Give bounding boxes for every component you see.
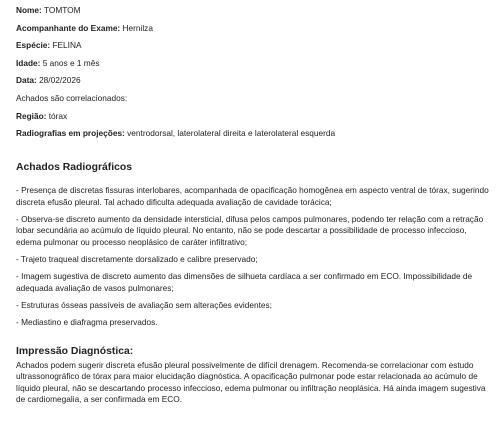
companion-label: Acompanhante do Exame: bbox=[16, 22, 121, 33]
region-value: tórax bbox=[48, 110, 68, 121]
patient-name-row bbox=[16, 5, 491, 15]
finding-item: - Imagem sugestiva de discreto aumento das dimensões de silhueta cardíaca a ser confirmado em ECO. Impossibilidade de adequada avaliação de vasos pulmonares; bbox=[16, 271, 473, 293]
finding-item: - Presença de discretas fissuras interlobares, acompanhada de opacificação homogênea em aspecto ventral de tórax, sugerindo discreta efusão pleural. Tal achado dificulta adequada avaliação de cavidade torácica; bbox=[16, 185, 489, 207]
impression-title: Impressão Diagnóstica: bbox=[16, 345, 134, 357]
finding-item: - Observa-se discreto aumento da densidade intersticial, difusa pelos campos pulmonares, podendo ter relação com a retração lobar secundária ao acúmulo de líquido pleural. No entanto, não se pode descartar a possibilidade de processo infeccioso, edema pulmonar ou processo neoplásico de caráter infiltrativo; bbox=[16, 213, 484, 248]
patient-name-label: Nome: bbox=[16, 5, 42, 15]
patient-name-value: TOMTOM bbox=[43, 5, 81, 15]
region-label: Região: bbox=[16, 110, 47, 121]
age-row bbox=[16, 58, 491, 68]
projections-row bbox=[16, 128, 491, 138]
species-value: FELINA bbox=[52, 40, 82, 51]
date-label: Data: bbox=[16, 75, 37, 86]
findings-title: Achados Radiográficos bbox=[16, 162, 133, 174]
findings-list bbox=[16, 185, 491, 328]
species-row bbox=[16, 40, 491, 50]
date-value: 28/02/2026 bbox=[39, 75, 81, 86]
finding-item: - Mediastino e diafragma preservados. bbox=[16, 317, 158, 327]
report-page bbox=[16, 5, 491, 406]
impression-text: Achados podem sugerir discreta efusão pleural possivelmente de difícil drenagem. Recomenda-se correlacionar com estudo ultrassonográfico de tórax para maior elucidação diagnóstica. A opacificação pulmonar pode estar relacionada ao acúmulo de líquido pleural, não se descartando processo infeccioso, edema pulmonar ou infiltração neoplásica. Há ainda imagem sugestiva de cardiomegalia, a ser confirmada em ECO. bbox=[16, 359, 486, 405]
projections-label: Radiografias em projeções: bbox=[16, 128, 125, 139]
companion-row bbox=[16, 23, 491, 33]
region-row bbox=[16, 111, 491, 121]
companion-value: Hernilza bbox=[122, 22, 153, 33]
projections-value: ventrodorsal, laterolateral direita e laterolateral esquerda bbox=[127, 128, 336, 139]
finding-item: - Estruturas ósseas passíveis de avaliação sem alterações evidentes; bbox=[16, 299, 272, 310]
date-row bbox=[16, 75, 491, 85]
species-label: Espécie: bbox=[16, 40, 51, 51]
age-value: 5 anos e 1 mês bbox=[42, 57, 100, 68]
correlation-note: Achados são correlacionados: bbox=[16, 92, 128, 103]
age-label: Idade: bbox=[16, 57, 41, 68]
finding-item: - Trajeto traqueal discretamente dorsalizado e calibre preservado; bbox=[16, 254, 258, 265]
